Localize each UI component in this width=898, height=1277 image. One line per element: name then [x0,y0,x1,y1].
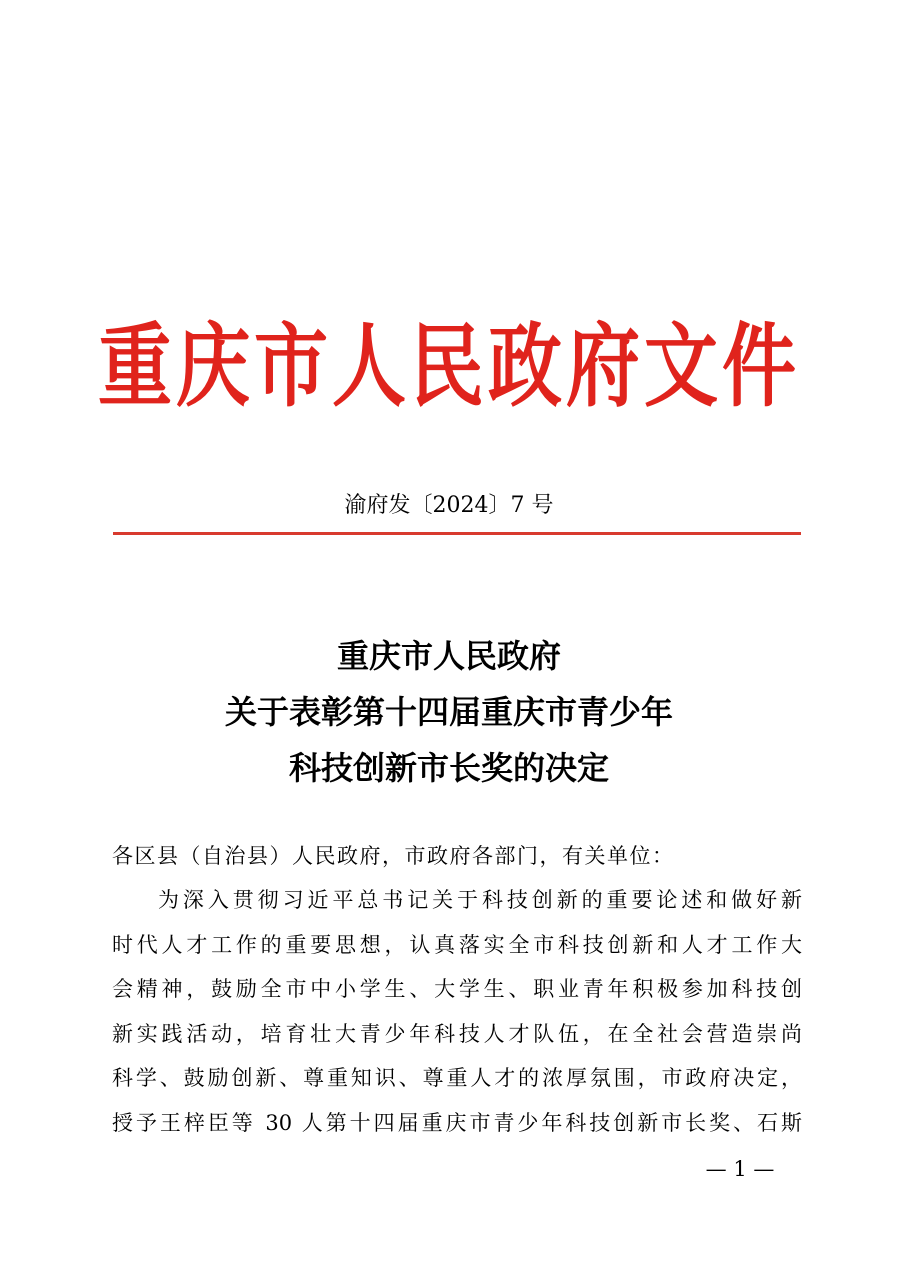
body-line: 授予王梓臣等 30 人第十四届重庆市青少年科技创新市长奖、石斯 [112,1110,802,1135]
page-number: — 1 — [705,1157,775,1181]
body-line: 新实践活动，培育壮大青少年科技人才队伍，在全社会营造崇尚 [112,1021,802,1046]
body-line: 时代人才工作的重要思想，认真落实全市科技创新和人才工作大 [112,932,802,957]
document-number: 渝府发〔2024〕7 号 [344,493,554,518]
body-line: 科学、鼓励创新、尊重知识、尊重人才的浓厚氛围，市政府决定， [112,1066,802,1090]
title-line-2: 关于表彰第十四届重庆市青少年 [224,693,673,731]
red-divider-line [113,532,801,535]
masthead-title: 重庆市人民政府文件 [98,314,800,420]
title-line-1: 重庆市人民政府 [336,637,561,675]
document-title [0,628,898,796]
salutation: 各区县（自治县）人民政府，市政府各部门，有关单位： [112,844,675,868]
body-line: 会精神，鼓励全市中小学生、大学生、职业青年积极参加科技创 [112,977,802,1001]
body-line: 为深入贯彻习近平总书记关于科技创新的重要论述和做好新 [158,888,802,912]
body-paragraph [112,878,802,1145]
title-line-3: 科技创新市长奖的决定 [288,749,609,787]
